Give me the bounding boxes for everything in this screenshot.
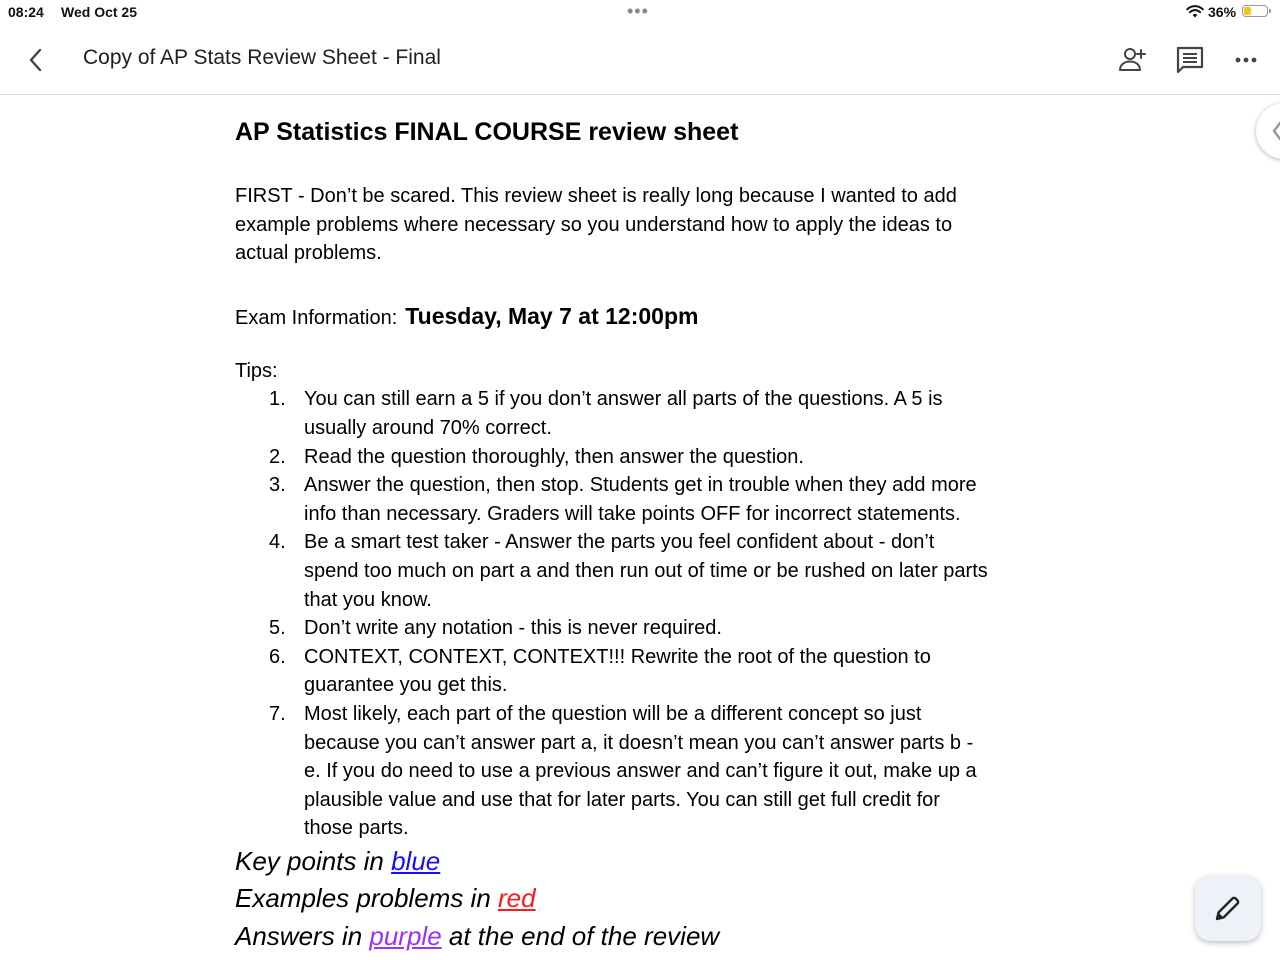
tips-label: Tips: [235,359,278,382]
intro-line: actual problems. [235,242,382,265]
pencil-edit-icon [1212,892,1244,924]
intro-line: FIRST - Don’t be scared. This review sheet is really long because I wanted to add [235,185,957,207]
exam-information [235,296,1035,338]
tip-line: because you can’t answer part a, it doesn’t mean you can’t answer parts b - [304,731,974,754]
tip-item [235,443,1024,472]
tip-number: 1. [269,388,286,411]
battery-icon [1242,5,1268,17]
edit-fab-button[interactable] [1195,875,1261,941]
legend-color-purple: purple [369,920,442,951]
exam-label: Exam Information: [235,306,398,329]
status-bar [0,0,1280,24]
tip-item [235,471,1024,528]
tip-line: You can still earn a 5 if you don’t answer all parts of the questions. A 5 is [304,388,943,411]
exam-date: Tuesday, May 7 at 12:00pm [405,302,699,329]
add-person-icon[interactable] [1116,44,1148,76]
tip-line: Answer the question, then stop. Students get in trouble when they add more [304,474,977,497]
legend-color-red: red [498,883,536,914]
tip-number: 6. [269,645,286,668]
tip-line: Be a smart test taker - Answer the parts you feel confident about - don’t [304,531,935,554]
side-panel-handle[interactable] [1256,103,1280,159]
multitasking-dots-icon[interactable]: ••• [627,1,649,21]
tip-line: those parts. [304,817,409,840]
back-chevron-icon[interactable] [22,46,50,74]
tip-line: usually around 70% correct. [304,416,552,439]
tip-number: 7. [269,702,286,725]
legend-text: Key points in [235,845,392,876]
status-date: Wed Oct 25 [61,4,137,20]
legend-answers [235,918,1035,955]
document-heading: AP Statistics FINAL COURSE review sheet [235,118,739,146]
tip-number: 4. [269,531,286,554]
tip-line: plausible value and use that for later parts. You can still get full credit for [304,788,940,811]
tip-line: guarantee you get this. [304,674,508,697]
legend-examples [235,880,1035,917]
tip-item [235,700,1024,843]
tip-item [235,614,1024,643]
legend-color-blue: blue [391,845,441,876]
tip-item [235,528,1024,614]
tip-line: Read the question thoroughly, then answer the question. [304,445,804,468]
tip-line: info than necessary. Graders will take points OFF for incorrect statements. [304,502,961,525]
battery-percent: 36% [1208,4,1237,20]
battery-nub [1269,9,1271,13]
tip-number: 2. [269,445,286,468]
intro-paragraph [235,182,1035,268]
battery-level-fill [1244,7,1251,15]
legend-text: Examples problems in [235,883,498,914]
tip-item [235,385,1024,442]
status-time: 08:24 [8,4,44,20]
more-options-icon[interactable] [1230,44,1262,76]
comments-icon[interactable] [1174,44,1206,76]
intro-line: example problems where necessary so you understand how to apply the ideas to [235,213,953,236]
tip-line: Don’t write any notation - this is never required. [304,617,722,640]
legend-text: Answers in [235,920,370,951]
tip-number: 5. [269,617,286,640]
chevron-left-icon [1266,117,1280,145]
tip-line: that you know. [304,588,432,611]
tip-line: e. If you do need to use a previous answer and can’t figure it out, make up a [304,760,977,783]
tip-number: 3. [269,474,286,497]
document-body[interactable] [235,112,1035,955]
wifi-icon [1186,4,1204,18]
tip-line: spend too much on part a and then run out of time or be rushed on later parts [304,559,988,582]
tip-line: CONTEXT, CONTEXT, CONTEXT!!! Rewrite the root of the question to [304,645,931,668]
document-title-bar: Copy of AP Stats Review Sheet - Final [83,46,441,69]
tips-list [235,385,1035,843]
legend-key-points [235,843,1035,880]
tip-line: Most likely, each part of the question will be a different concept so just [304,702,922,725]
legend-text: at the end of the review [441,920,720,951]
tip-item [235,643,1024,700]
app-bar [0,24,1280,95]
